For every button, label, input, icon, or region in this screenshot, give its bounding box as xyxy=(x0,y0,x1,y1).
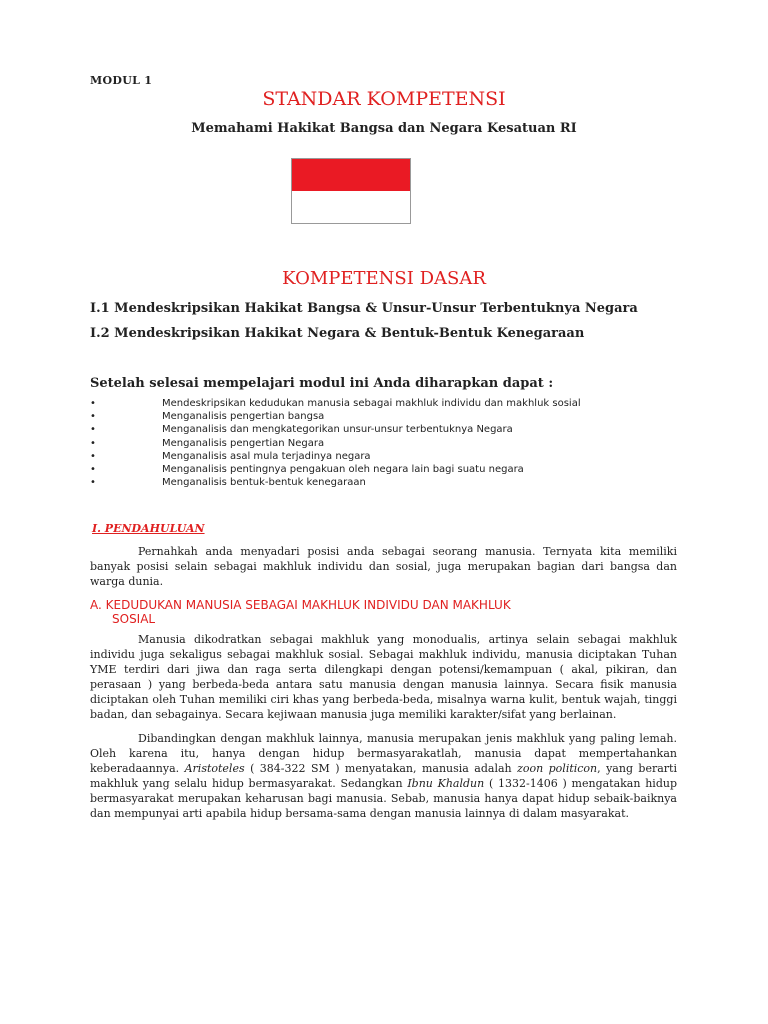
kompetensi-item-2: I.2 Mendeskripsikan Hakikat Negara & Bentuk-Bentuk Kenegaraan xyxy=(90,326,585,341)
bullet-icon: • xyxy=(90,437,96,449)
flag-white-stripe xyxy=(292,191,410,223)
objectives-list xyxy=(90,397,690,489)
flag-red-stripe xyxy=(292,159,410,191)
kompetensi-item-1: I.1 Mendeskripsikan Hakikat Bangsa & Unsur-Unsur Terbentuknya Negara xyxy=(90,301,638,316)
module-label: MODUL 1 xyxy=(90,74,153,87)
bullet-icon: • xyxy=(90,424,96,436)
list-item: • Menganalisis asal mula terjadinya negara xyxy=(90,450,371,462)
list-item: • Menganalisis pengertian bangsa xyxy=(90,411,325,423)
list-item: • Menganalisis dan mengkategorikan unsur-unsur terbentuknya Negara xyxy=(90,424,513,436)
bullet-icon: • xyxy=(90,450,96,462)
pendahuluan-paragraph: Pernahkah anda menyadari posisi anda sebagai seorang manusia. Ternyata kita memiliki banyak posisi selain sebagai makhluk individu dan sosial, juga merupakan bagian dari bangsa dan warga dunia. xyxy=(90,545,677,588)
section-a-paragraph-1: Manusia dikodratkan sebagai makhluk yang monodualis, artinya selain sebagai makhluk individu juga sekaligus sebagai makhluk sosial. Sebagai makhluk individu, manusia diciptakan Tuhan YME terdiri dari jiwa dan raga serta dilengkapi dengan potensi/kemampuan ( akal, pikiran, dan perasaan ) yang berbeda-beda antara satu manusia dengan manusia lainnya. Secara fisik manusia diciptakan oleh Tuhan memiliki ciri khas yang berbeda-beda, misalnya warna kulit, bentuk wajah, tinggi badan, dan sebagainya. Secara kejiwaan manusia juga memiliki karakter/sifat yang berlainan. xyxy=(90,633,677,721)
section-a-paragraph-2: Dibandingkan dengan makhluk lainnya, manusia merupakan jenis makhluk yang paling lemah. Oleh karena itu, hanya dengan hidup bermasyarakatlah, manusia dapat mempertahankan keberadaannya. Aristoteles ( 384-322 SM ) menyatakan, manusia adalah zoon politicon, yang berarti makhluk yang selalu hidup bermasyarakat. Sedangkan Ibnu Khaldun ( 1332-1406 ) mengatakan hidup bermasyarakat merupakan keharusan bagi manusia. Sebab, manusia hanya dapat hidup sebaik-baiknya dan mempunyai arti apabila hidup bersama-sama dengan manusia lainnya di dalam masyarakat. xyxy=(90,732,677,820)
bullet-icon: • xyxy=(90,411,96,423)
list-item: • Menganalisis pentingnya pengakuan oleh negara lain bagi suatu negara xyxy=(90,463,524,475)
bullet-icon: • xyxy=(90,398,96,409)
section-a-heading: A. KEDUDUKAN MANUSIA SEBAGAI MAKHLUK INDIVIDU DAN MAKHLUK SOSIAL xyxy=(90,598,511,626)
list-item: • Mendeskripsikan kedudukan manusia sebagai makhluk individu dan makhluk sosial xyxy=(90,398,581,409)
indonesia-flag-image xyxy=(291,158,411,224)
bullet-icon: • xyxy=(90,477,96,489)
page-subtitle: Memahami Hakikat Bangsa dan Negara Kesatuan RI xyxy=(191,121,577,136)
bullet-icon: • xyxy=(90,463,96,475)
list-item: • Menganalisis bentuk-bentuk kenegaraan xyxy=(90,477,366,489)
page-title: STANDAR KOMPETENSI xyxy=(262,88,506,110)
kompetensi-dasar-heading: KOMPETENSI DASAR xyxy=(282,268,486,289)
objectives-intro: Setelah selesai mempelajari modul ini Anda diharapkan dapat : xyxy=(90,376,554,391)
list-item: • Menganalisis pengertian Negara xyxy=(90,437,325,449)
pendahuluan-heading: I. PENDAHULUAN xyxy=(92,522,205,535)
